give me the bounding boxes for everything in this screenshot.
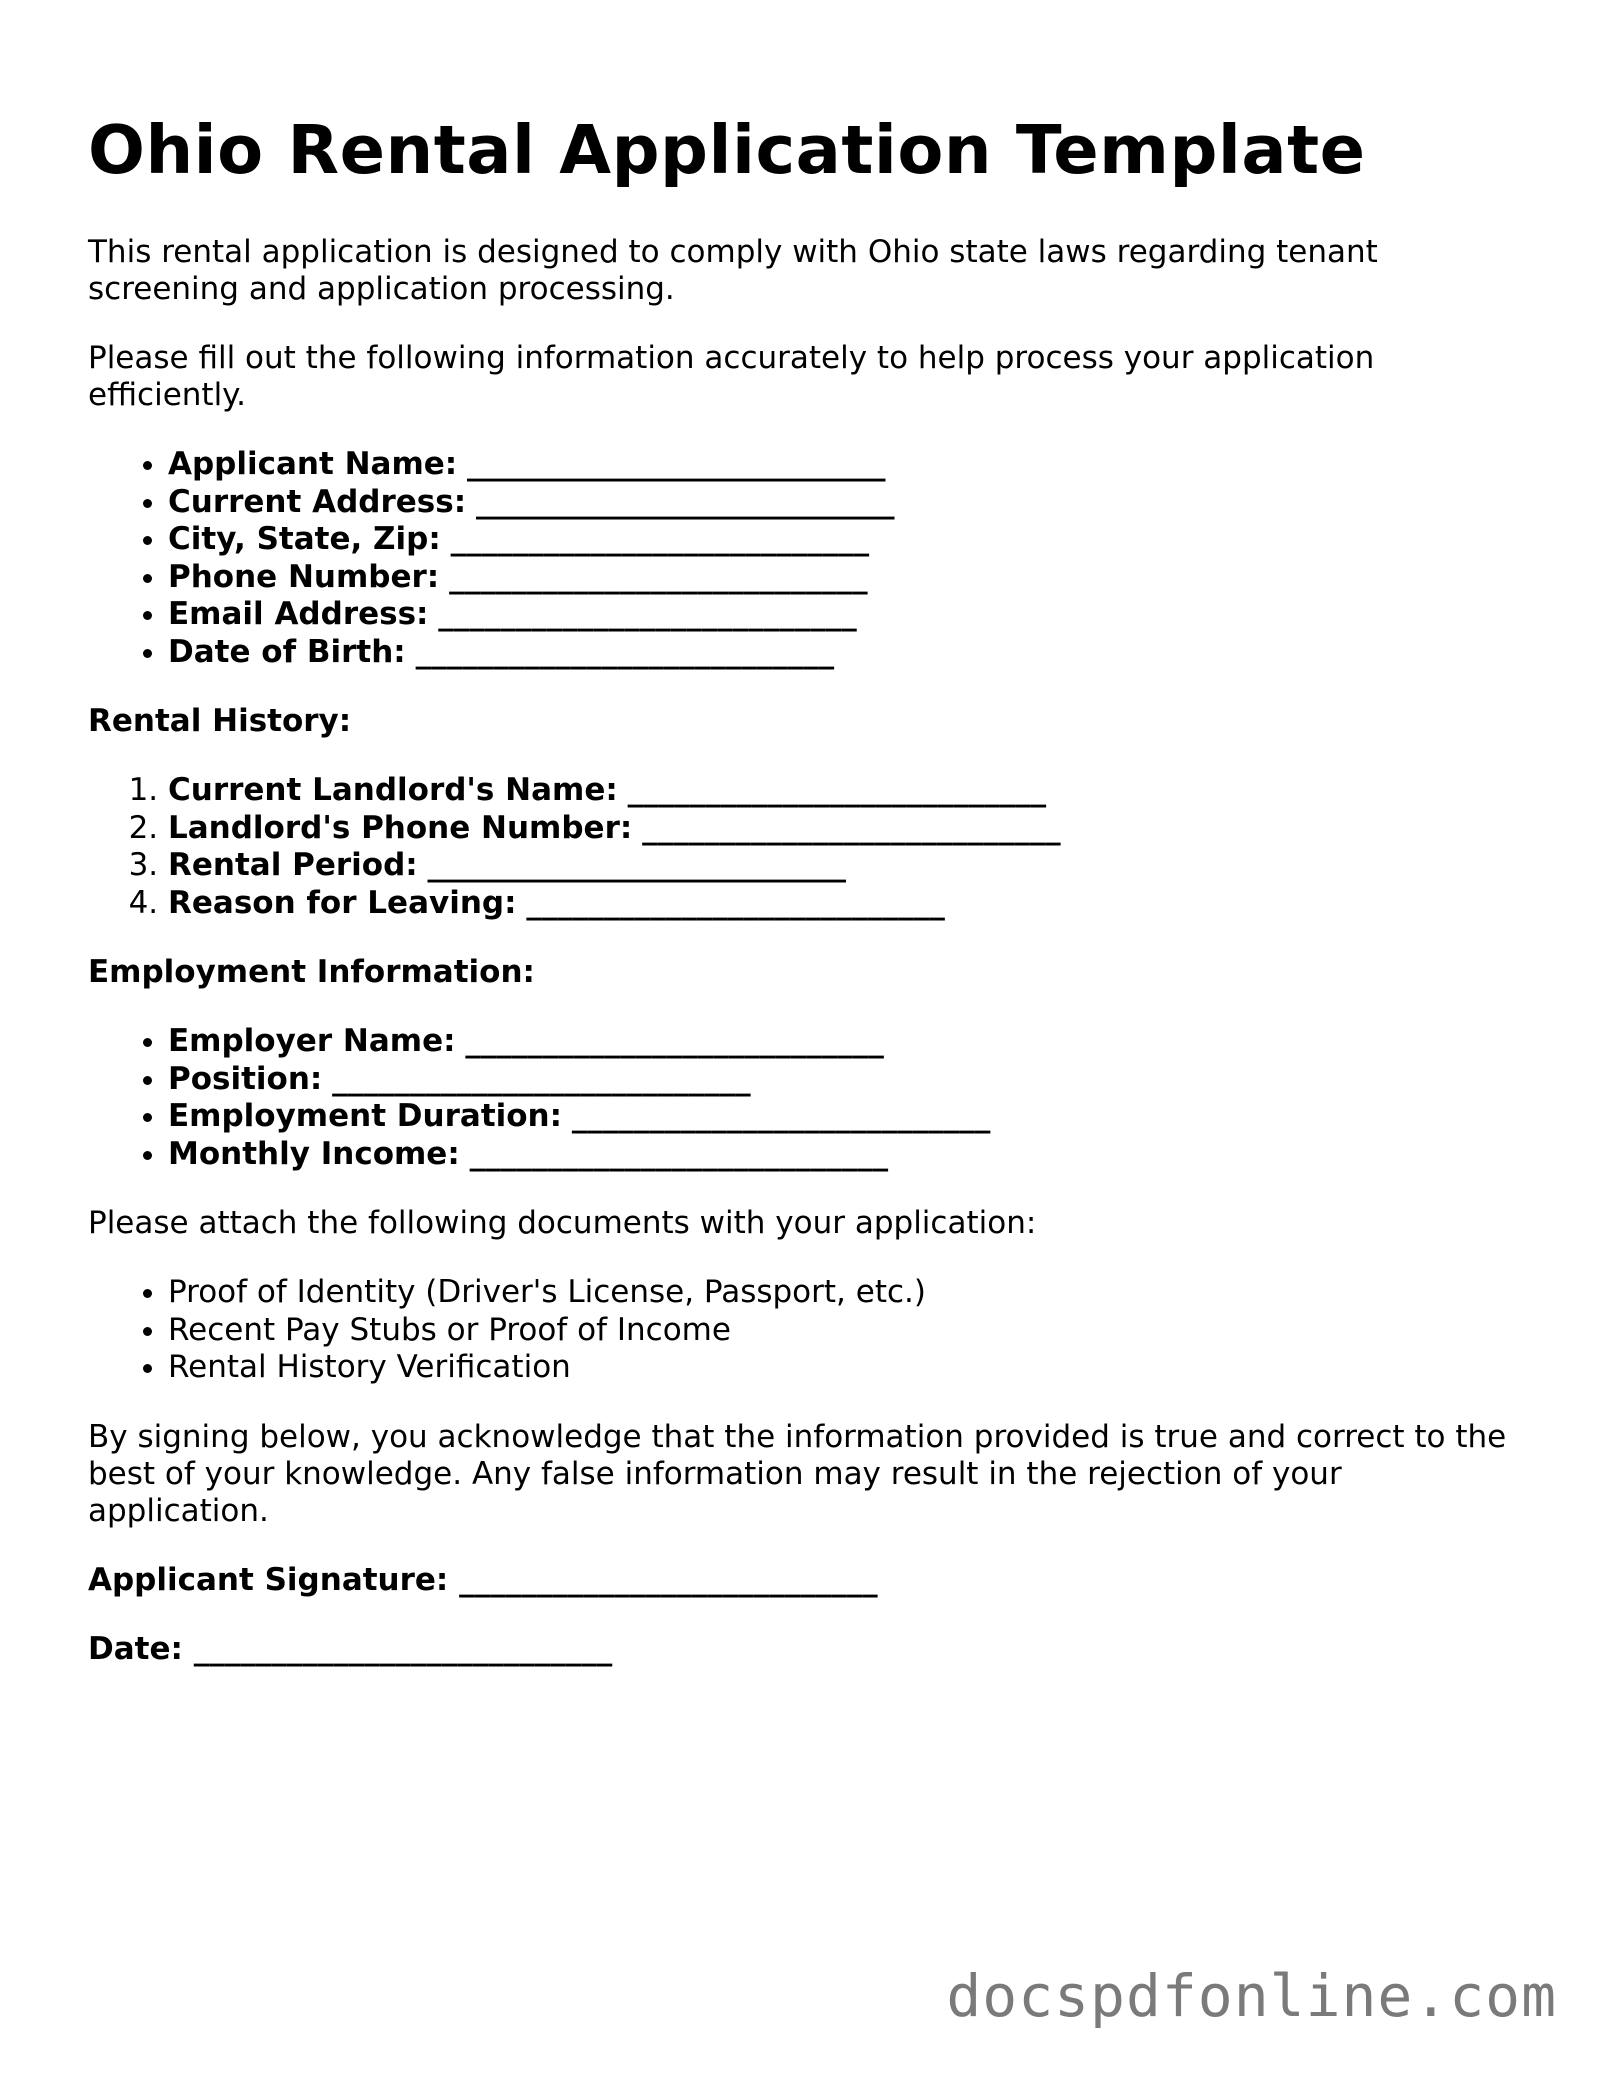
fill-in-blank[interactable]: ___________________________ [627, 772, 1047, 808]
field-label: Position: [168, 1060, 323, 1097]
fill-in-blank[interactable]: ___________________________ [449, 558, 868, 595]
list-item [168, 521, 1528, 559]
fill-in-blank[interactable]: ___________________________ [467, 446, 886, 482]
field-label: Employer Name: [168, 1023, 456, 1059]
field-label: City, State, Zip: [168, 521, 441, 557]
list-item [168, 1098, 1528, 1136]
list-item [168, 810, 1528, 848]
fill-in-blank[interactable]: ___________________________ [332, 1060, 751, 1097]
fill-in-blank[interactable]: ___________________________ [415, 633, 835, 670]
documents-list [88, 1274, 1528, 1387]
field-label: Current Landlord's Name: [168, 772, 618, 808]
fill-in-blank[interactable]: ___________________________ [465, 1023, 884, 1059]
employment-list [88, 1023, 1528, 1173]
field-label: Landlord's Phone Number: [168, 809, 633, 846]
fill-in-blank[interactable]: ___________________________ [427, 847, 847, 883]
list-item [168, 596, 1528, 634]
fill-in-blank[interactable]: ___________________________ [475, 483, 895, 520]
fill-in-blank[interactable]: ___________________________ [438, 596, 857, 632]
date-label: Date: [88, 1630, 183, 1667]
fill-in-blank[interactable]: ___________________________ [571, 1098, 991, 1134]
signature-label: Applicant Signature: [88, 1561, 449, 1598]
field-label: Email Address: [168, 596, 429, 632]
list-item [168, 1061, 1528, 1099]
intro-paragraph-2: Please fill out the following information accurately to help process your application efficiently. [88, 340, 1375, 413]
document-page [88, 110, 1528, 1700]
list-item [168, 634, 1528, 672]
field-label: Phone Number: [168, 558, 440, 595]
list-item [168, 559, 1528, 597]
fill-in-blank[interactable]: ___________________________ [642, 809, 1061, 846]
field-label: Current Address: [168, 483, 467, 520]
rental-history-heading: Rental History: [88, 703, 352, 739]
fill-in-blank[interactable]: ___________________________ [469, 1135, 889, 1172]
acknowledgment-paragraph: By signing below, you acknowledge that the information provided is true and correct to the best of your knowledge. Any false information may result in the rejection of your application. [88, 1418, 1507, 1529]
date-blank[interactable]: ___________________________ [193, 1630, 613, 1667]
applicant-fields-list [88, 446, 1528, 671]
field-label: Monthly Income: [168, 1135, 460, 1172]
list-item [168, 484, 1528, 522]
list-item: • Rental History Verification [168, 1349, 1528, 1387]
signature-blank[interactable]: ___________________________ [459, 1561, 878, 1598]
list-item [168, 1136, 1528, 1174]
employment-heading: Employment Information: [88, 954, 535, 990]
fill-in-blank[interactable]: ___________________________ [526, 884, 945, 921]
page-title: Ohio Rental Application Template [88, 111, 1366, 189]
list-item [168, 847, 1528, 885]
signature-line [88, 1562, 1528, 1599]
field-label: Rental Period: [168, 847, 418, 883]
intro-paragraph-1: This rental application is designed to comply with Ohio state laws regarding tenant screening and application processing. [88, 234, 1378, 307]
list-item [168, 885, 1528, 923]
list-item: • Recent Pay Stubs or Proof of Income [168, 1312, 1528, 1350]
fill-in-blank[interactable]: ___________________________ [450, 521, 870, 557]
list-item [168, 772, 1528, 810]
watermark: docspdfonline.com [946, 1962, 1557, 2030]
field-label: Date of Birth: [168, 633, 406, 670]
list-item: • Proof of Identity (Driver's License, Passport, etc.) [168, 1274, 1528, 1312]
rental-history-list [88, 772, 1528, 922]
list-item [168, 1023, 1528, 1061]
documents-intro: Please attach the following documents with your application: [88, 1205, 1037, 1241]
field-label: Reason for Leaving: [168, 884, 517, 921]
field-label: Applicant Name: [168, 446, 458, 482]
date-line [88, 1631, 1528, 1668]
field-label: Employment Duration: [168, 1098, 563, 1134]
list-item [168, 446, 1528, 484]
